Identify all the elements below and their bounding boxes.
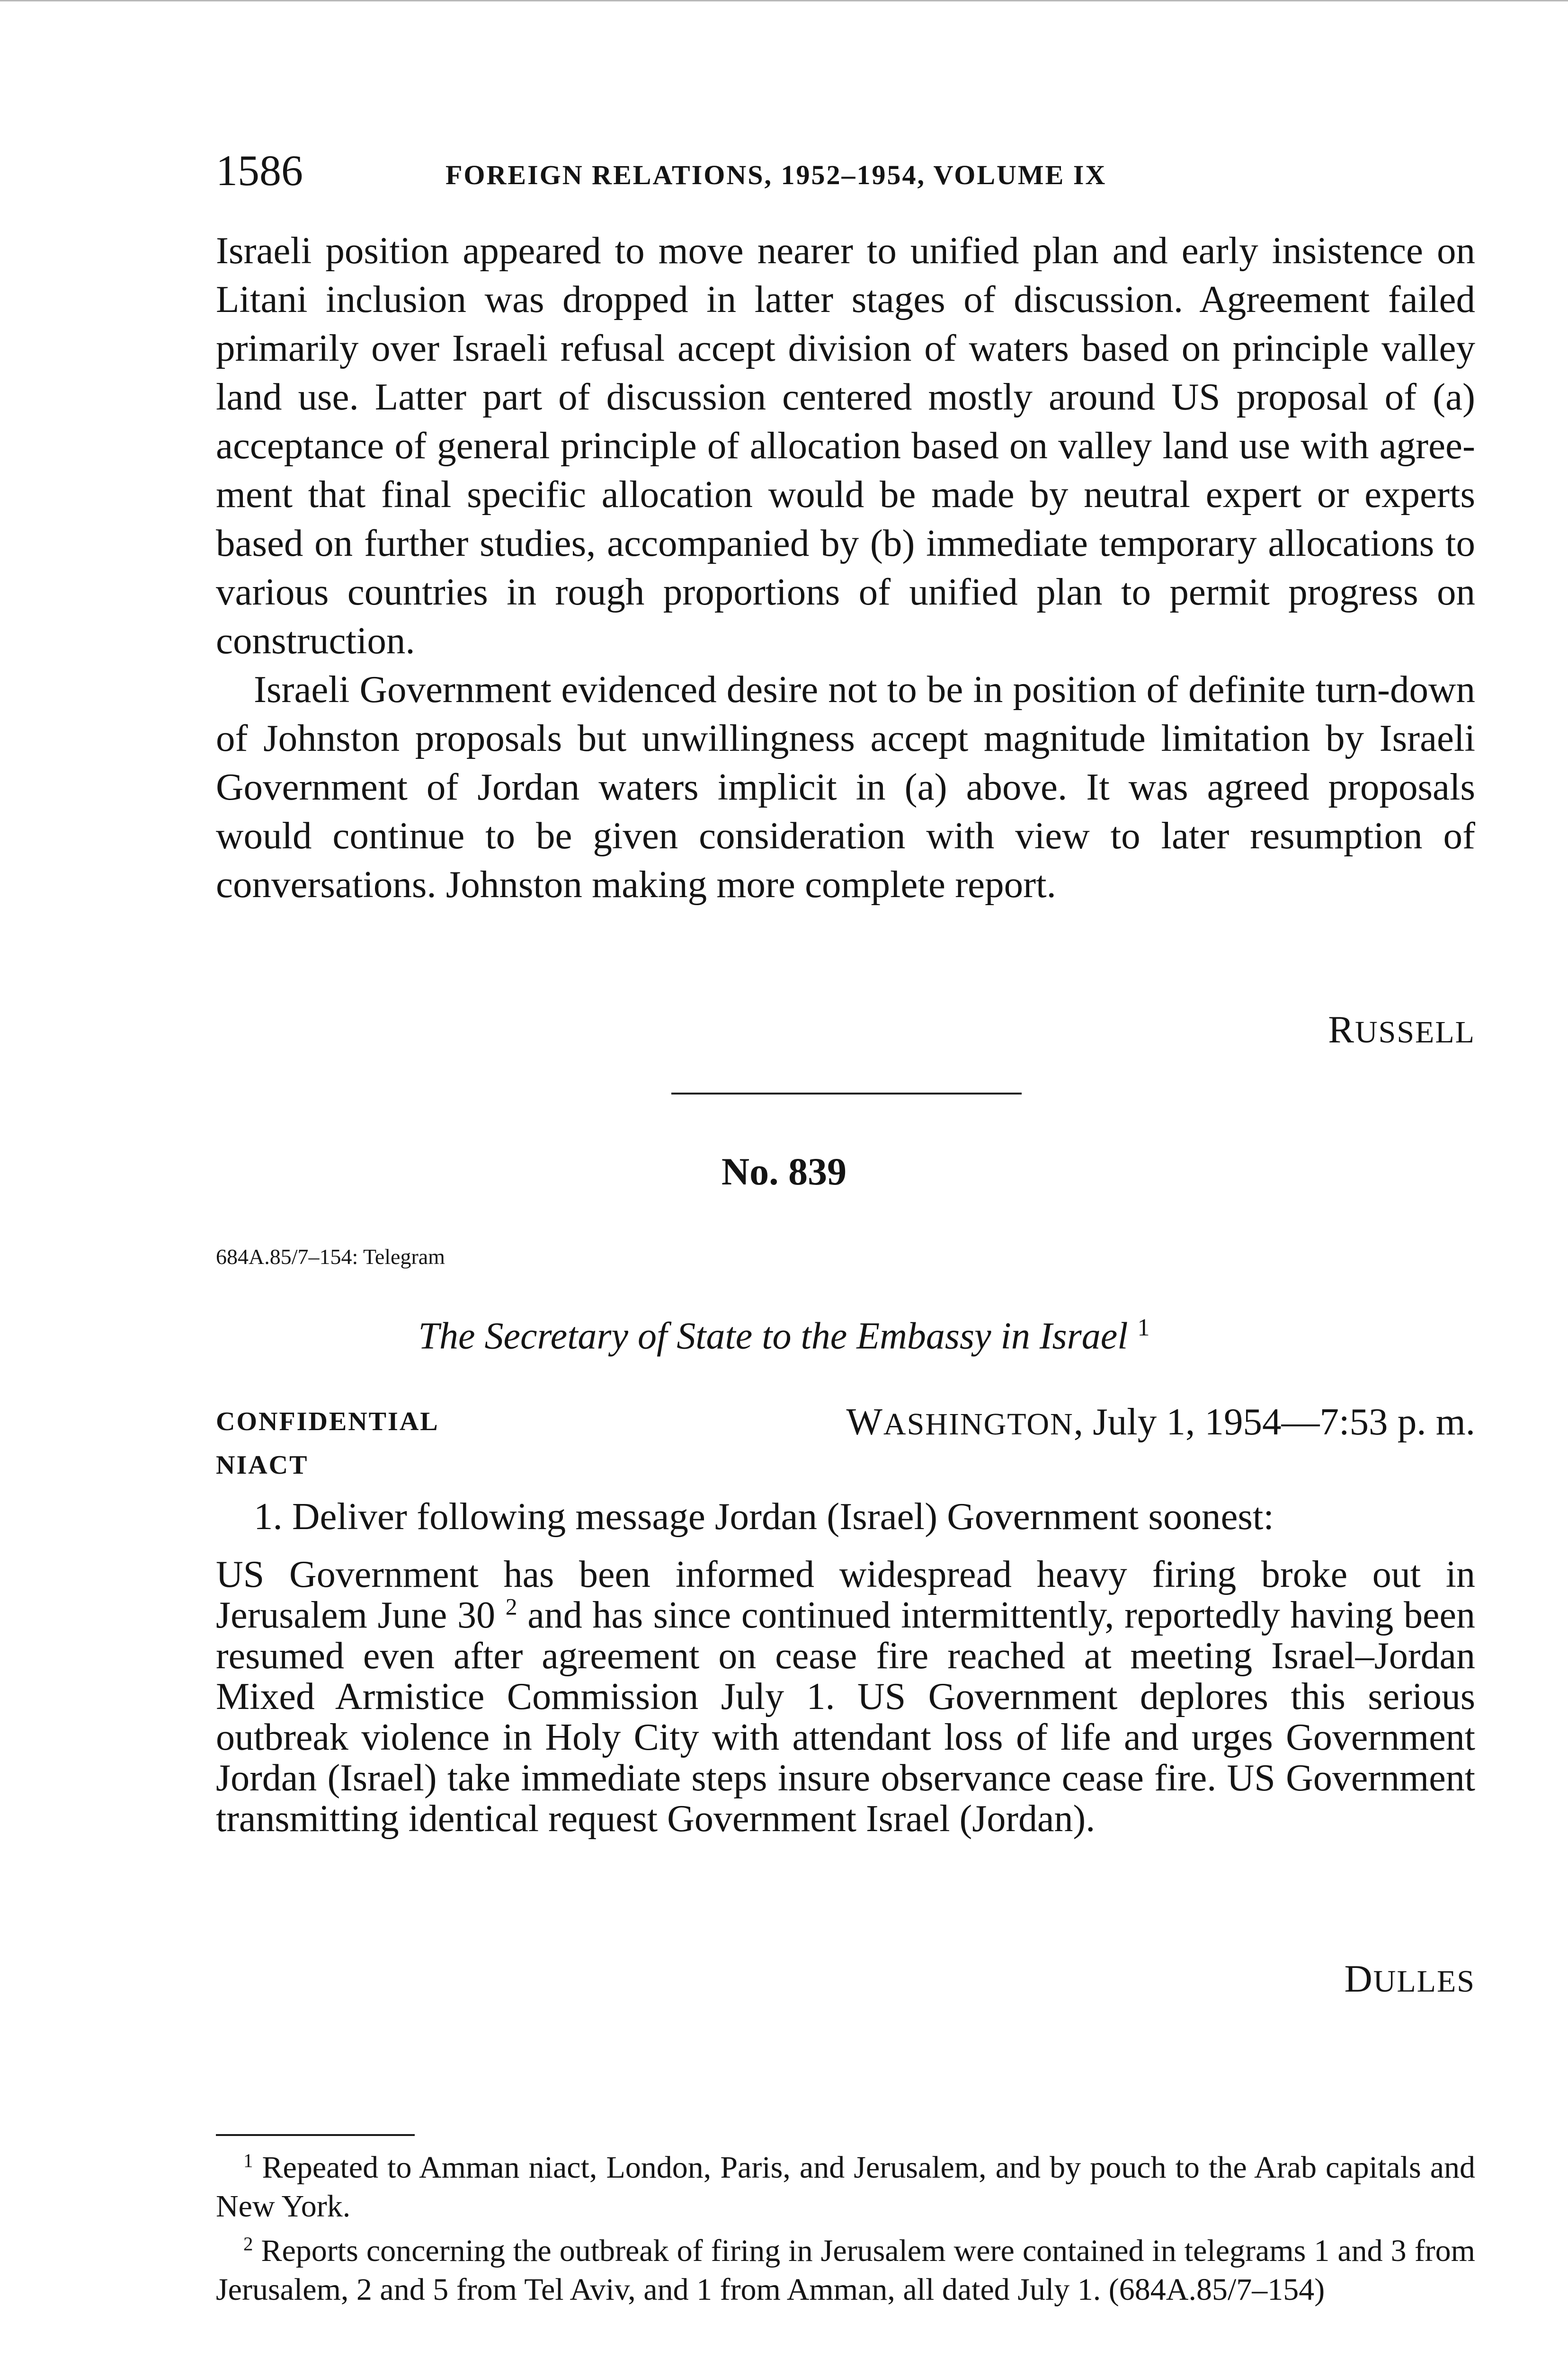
signature-rest: ULLES xyxy=(1373,1964,1475,1999)
footnote-rule xyxy=(216,2134,415,2136)
document-number: No. 839 xyxy=(721,1150,847,1193)
footnotes xyxy=(216,2148,1475,2315)
body-paragraph: Israeli Government evidenced desire not to be in position of definite turn-down of Johnston proposals but unwillingness accept magnitude limitation by Israeli Government of Jordan waters implicit in (a) above. It was agreed proposals would continue to be given consideration with view to later resumption of conversations. Johnston making more complete report. xyxy=(216,668,1475,906)
continued-paragraph: Israeli position appeared to move nearer to unified plan and early insistence on Litani inclusion was dropped in latter stages of discussion. Agreement failed primarily over Israeli refusal accept division of waters based on principle valley land use. Latter part of discussion centered mostly around US proposal of (a) acceptance of general principle of allocation based on valley land use with agreement that final specific allocation would be made by neutral expert or experts based on further studies, accompanied by (b) immediate temporary allocations to various countries in rough proportions of unified plan to permit progress on construction. xyxy=(216,229,1475,662)
previous-document-body xyxy=(216,226,1475,909)
signature-dulles: DULLES xyxy=(1344,1957,1475,2000)
footnote-marker: 1 xyxy=(243,2150,253,2171)
message-paragraph xyxy=(216,1554,1475,1839)
document-title xyxy=(0,1302,1568,1362)
precedence-marking: NIACT xyxy=(216,1450,309,1480)
signature-russell: RUSSELL xyxy=(1328,1008,1475,1051)
dateline-date: , July 1, 1954—7:53 p. m. xyxy=(1073,1400,1475,1443)
footnote-1 xyxy=(216,2148,1475,2226)
scan-top-edge xyxy=(0,0,1568,1)
running-head: FOREIGN RELATIONS, 1952–1954, VOLUME IX xyxy=(445,160,1107,190)
footnote-text: Reports concerning the outbreak of firing in Jerusalem were contained in telegrams 1 and 3 from Jerusalem, 2 and 5 from Tel Aviv, and 1 from Amman, all dated July 1. (684A.85/7–154) xyxy=(216,2234,1475,2307)
footnote-text: Repeated to Amman niact, London, Paris, and Jerusalem, and by pouch to the Arab capitals and New York. xyxy=(216,2150,1475,2224)
classification-marking: CONFIDENTIAL xyxy=(216,1407,439,1436)
document-body xyxy=(216,1492,1475,1839)
message-text-part-2: and has since continued intermittently, reportedly having been resumed even after agreement on cease fire reached at meeting Israel–Jordan Mixed Armistice Commission July 1. US Government deplores this serious outbreak violence in Holy City with attendant loss of life and urges Government Jordan (Israel) take immediate steps insure observance cease fire. US Government transmitting identical request Government Israel (Jordan). xyxy=(216,1594,1475,1840)
message-text-part-1: US Government has been informed widespread heavy firing broke out in Jerusalem June 30 xyxy=(216,1554,1475,1636)
footnote-marker: 2 xyxy=(243,2233,253,2255)
file-reference: 684A.85/7–154: Telegram xyxy=(216,1245,445,1269)
footnote-ref-2: 2 xyxy=(505,1593,517,1620)
page-header xyxy=(216,142,1475,199)
signature-rest: USSELL xyxy=(1354,1015,1475,1050)
dateline xyxy=(846,1396,1475,1450)
footnote-2 xyxy=(216,2232,1475,2309)
page-number: 1586 xyxy=(216,146,303,195)
footnote-ref-1: 1 xyxy=(1137,1314,1150,1341)
document-separator xyxy=(671,1093,1022,1095)
dateline-place: WASHINGTON xyxy=(846,1400,1074,1443)
instruction-paragraph: 1. Deliver following message Jordan (Israel) Government soonest: xyxy=(254,1495,1274,1538)
document-title-text: The Secretary of State to the Embassy in Israel xyxy=(418,1315,1128,1357)
